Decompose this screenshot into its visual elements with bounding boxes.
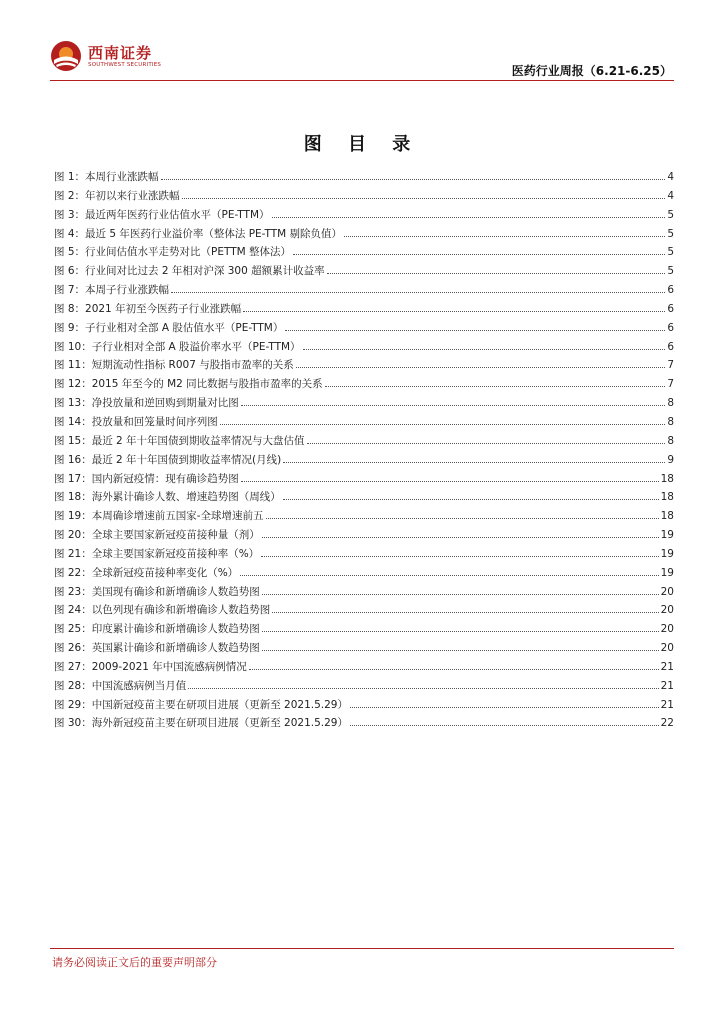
toc-dot-leader	[350, 707, 659, 708]
toc-entry-page: 7	[667, 378, 674, 391]
footer-divider	[50, 948, 674, 949]
toc-dot-leader	[171, 292, 665, 293]
toc-entry-page: 21	[660, 660, 674, 673]
toc-entry[interactable]	[54, 282, 674, 301]
toc-entry-label: 图 15：最近 2 年十年国债到期收益率情况与大盘估值	[54, 434, 305, 447]
toc-entry-page: 5	[667, 246, 674, 259]
toc-entry-page: 4	[667, 189, 674, 202]
toc-dot-leader	[262, 537, 659, 538]
toc-entry-page: 5	[667, 265, 674, 278]
toc-dot-leader	[272, 217, 666, 218]
toc-entry-page: 6	[667, 321, 674, 334]
toc-entry-page: 8	[667, 434, 674, 447]
toc-dot-leader	[285, 330, 665, 331]
toc-entry-page: 20	[660, 604, 674, 617]
toc-entry[interactable]	[54, 659, 674, 678]
company-logo	[50, 40, 160, 76]
toc-entry-label: 图 22：全球新冠疫苗接种率变化（%）	[54, 566, 239, 579]
toc-entry-page: 8	[667, 397, 674, 410]
logo-english-name: SOUTHWEST SECURITIES	[88, 62, 162, 68]
toc-entry[interactable]	[54, 471, 674, 490]
toc-entry-label: 图 21：全球主要国家新冠疫苗接种率（%）	[54, 547, 260, 560]
toc-entry-label: 图 30：海外新冠疫苗主要在研项目进展（更新至 2021.5.29）	[54, 717, 348, 730]
disclaimer-notice: 请务必阅读正文后的重要声明部分	[52, 956, 217, 969]
toc-entry-page: 4	[667, 171, 674, 183]
toc-entry-page: 5	[667, 227, 674, 240]
toc-entry[interactable]	[54, 640, 674, 659]
toc-entry-label: 图 29：中国新冠疫苗主要在研项目进展（更新至 2021.5.29）	[54, 698, 348, 711]
toc-entry[interactable]	[54, 376, 674, 395]
toc-entry[interactable]	[54, 452, 674, 471]
toc-entry[interactable]	[54, 621, 674, 640]
toc-dot-leader	[243, 311, 665, 312]
toc-entry-label: 图 19：本周确诊增速前五国家-全球增速前五	[54, 510, 264, 523]
toc-entry[interactable]	[54, 414, 674, 433]
toc-entry[interactable]	[54, 697, 674, 716]
toc-entry[interactable]	[54, 395, 674, 414]
toc-entry-label: 图 23：美国现有确诊和新增确诊人数趋势图	[54, 585, 260, 598]
toc-entry-label: 图 1：本周行业涨跌幅	[54, 171, 159, 183]
report-title: 医药行业周报（6.21-6.25）	[511, 64, 672, 78]
toc-entry-label: 图 27：2009-2021 年中国流感病例情况	[54, 660, 247, 673]
toc-entry[interactable]	[54, 169, 674, 188]
toc-entry[interactable]	[54, 584, 674, 603]
toc-entry-label: 图 6：行业间对比过去 2 年相对沪深 300 超额累计收益率	[54, 265, 325, 278]
toc-entry[interactable]	[54, 244, 674, 263]
toc-dot-leader	[240, 575, 658, 576]
toc-entry-page: 6	[667, 340, 674, 353]
toc-entry-page: 22	[660, 717, 674, 730]
toc-entry-label: 图 18：海外累计确诊人数、增速趋势图（周线）	[54, 491, 281, 504]
toc-entry-label: 图 17：国内新冠疫情：现有确诊趋势图	[54, 472, 239, 485]
toc-entry-page: 19	[660, 566, 674, 579]
toc-entry[interactable]	[54, 188, 674, 207]
toc-dot-leader	[325, 386, 666, 387]
toc-dot-leader	[188, 688, 658, 689]
toc-entry-label: 图 2：年初以来行业涨跌幅	[54, 189, 180, 202]
toc-dot-leader	[344, 236, 665, 237]
toc-entry[interactable]	[54, 527, 674, 546]
toc-entry-label: 图 28：中国流感病例当月值	[54, 679, 187, 692]
toc-dot-leader	[241, 405, 666, 406]
toc-entry[interactable]	[54, 678, 674, 697]
toc-entry-label: 图 12：2015 年至今的 M2 同比数据与股指市盈率的关系	[54, 378, 323, 391]
toc-dot-leader	[266, 518, 659, 519]
toc-dot-leader	[249, 669, 659, 670]
toc-entry-page: 21	[660, 698, 674, 711]
toc-entry-label: 图 4：最近 5 年医药行业溢价率（整体法 PE-TTM 剔除负值）	[54, 227, 343, 240]
toc-entry[interactable]	[54, 263, 674, 282]
toc-entry-label: 图 3：最近两年医药行业估值水平（PE-TTM）	[54, 208, 270, 221]
toc-entry-page: 19	[660, 529, 674, 542]
toc-dot-leader	[293, 254, 665, 255]
toc-entry-page: 8	[667, 415, 674, 428]
toc-entry[interactable]	[54, 433, 674, 452]
toc-entry-label: 图 10：子行业相对全部 A 股溢价率水平（PE-TTM）	[54, 340, 301, 353]
toc-dot-leader	[182, 198, 666, 199]
toc-entry-page: 5	[667, 208, 674, 221]
toc-entry-page: 20	[660, 642, 674, 655]
toc-entry[interactable]	[54, 339, 674, 358]
toc-entry[interactable]	[54, 602, 674, 621]
toc-entry-label: 图 7：本周子行业涨跌幅	[54, 284, 170, 297]
toc-entry-page: 18	[660, 510, 674, 523]
toc-entry-page: 18	[660, 472, 674, 485]
toc-dot-leader	[272, 612, 658, 613]
toc-entry-label: 图 14：投放量和回笼量时间序列图	[54, 415, 218, 428]
header-divider	[50, 80, 674, 81]
toc-entry-label: 图 11：短期流动性指标 R007 与股指市盈率的关系	[54, 359, 294, 372]
toc-entry[interactable]	[54, 508, 674, 527]
toc-entry-label: 图 25：印度累计确诊和新增确诊人数趋势图	[54, 623, 260, 636]
toc-entry-label: 图 26：英国累计确诊和新增确诊人数趋势图	[54, 642, 260, 655]
toc-entry[interactable]	[54, 565, 674, 584]
toc-dot-leader	[283, 462, 665, 463]
toc-dot-leader	[327, 273, 666, 274]
toc-dot-leader	[296, 367, 666, 368]
toc-entry-label: 图 24：以色列现有确诊和新增确诊人数趋势图	[54, 604, 271, 617]
toc-entry-page: 6	[667, 302, 674, 315]
toc-dot-leader	[161, 179, 666, 180]
toc-entry-page: 20	[660, 585, 674, 598]
toc-dot-leader	[262, 631, 659, 632]
toc-entry-label: 图 8：2021 年初至今医药子行业涨跌幅	[54, 302, 242, 315]
toc-dot-leader	[241, 481, 659, 482]
figure-index-list	[54, 169, 674, 734]
toc-entry-label: 图 9：子行业相对全部 A 股估值水平（PE-TTM）	[54, 321, 284, 334]
toc-entry[interactable]	[54, 226, 674, 245]
toc-dot-leader	[220, 424, 666, 425]
toc-entry-page: 20	[660, 623, 674, 636]
toc-entry-page: 9	[667, 453, 674, 466]
sun-logo-icon	[50, 40, 82, 72]
toc-dot-leader	[350, 725, 659, 726]
toc-dot-leader	[261, 556, 658, 557]
toc-entry-label: 图 13：净投放量和逆回购到期量对比图	[54, 397, 239, 410]
toc-entry-page: 7	[667, 359, 674, 372]
toc-entry-page: 19	[660, 547, 674, 560]
toc-entry-label: 图 20：全球主要国家新冠疫苗接种量（剂）	[54, 529, 260, 542]
toc-entry[interactable]	[54, 715, 674, 734]
logo-chinese-name: 西南证券	[88, 44, 153, 62]
toc-dot-leader	[307, 443, 666, 444]
toc-entry[interactable]	[54, 207, 674, 226]
toc-entry-page: 6	[667, 284, 674, 297]
toc-entry[interactable]	[54, 489, 674, 508]
toc-entry[interactable]	[54, 320, 674, 339]
figure-index-heading: 图 目 录	[303, 134, 421, 155]
toc-dot-leader	[262, 650, 659, 651]
toc-dot-leader	[303, 349, 666, 350]
toc-entry-label: 图 5：行业间估值水平走势对比（PETTM 整体法）	[54, 246, 292, 259]
toc-entry[interactable]	[54, 357, 674, 376]
toc-entry-label: 图 16：最近 2 年十年国债到期收益率情况(月线)	[54, 453, 282, 466]
toc-entry-page: 18	[660, 491, 674, 504]
toc-entry[interactable]	[54, 546, 674, 565]
toc-dot-leader	[283, 499, 659, 500]
toc-entry-page: 21	[660, 679, 674, 692]
toc-entry[interactable]	[54, 301, 674, 320]
toc-dot-leader	[262, 594, 659, 595]
